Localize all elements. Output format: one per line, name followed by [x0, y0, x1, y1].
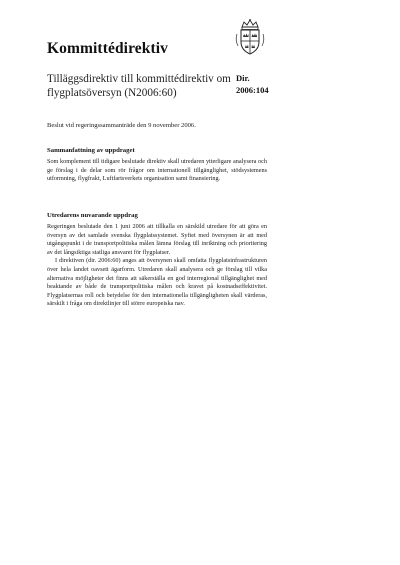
section-heading: Sammanfattning av uppdraget — [47, 147, 135, 154]
current-assignment-section — [47, 212, 267, 309]
dir-label: Dir. — [236, 73, 250, 83]
subtitle-line: flygplatsöversyn (N2006:60) — [47, 87, 177, 99]
directive-subtitle — [47, 72, 232, 100]
body-paragraph: Som komplement till tidigare beslutade direktiv skall utredaren ytterligare analysera och ge förslag i de delar som rör frågor om internationell tillgänglighet, stödsystemens utformning, flygfrakt, Luftfartsverkets organisation samt finansiering. — [47, 158, 267, 183]
dir-number: 2006:104 — [236, 85, 269, 95]
body-paragraph: Regeringen beslutade den 1 juni 2006 att tillkalla en särskild utredare för att göra en översyn av det samlade svenska flygplatssystemet. Syftet med översynen är att med utgångspunkt i de transportpolitiska målen lämna förslag till inriktning och prioritering av det långsiktiga statliga ansvaret för flygplatser. — [47, 223, 267, 256]
subtitle-line: Tilläggsdirektiv till kommittédirektiv om — [47, 73, 231, 85]
section-heading: Utredarens nuvarande uppdrag — [47, 212, 138, 219]
swedish-coat-of-arms-icon — [233, 18, 267, 56]
document-kind-title: Kommittédirektiv — [47, 40, 168, 57]
summary-section — [47, 147, 267, 184]
body-paragraph: I direktiven (dir. 2006:60) anges att översynen skall omfatta flygplatsinfrastrukturen över hela landet oavsett ägarform. Utredaren skall analysera och ge förslag till vilka alternativa möjligheter det finns att säkerställa en god interregional tillgänglighet med beaktande av både de transportpolitiska målen och kravet på kostnadseffektivitet. Flygplatsernas roll och betydelse för den internationella tillgängligheten skall värderas, särskilt i fråga om direktlinjer till större europeiska nav. — [47, 257, 267, 308]
decision-line: Beslut vid regeringssammanträde den 9 november 2006. — [47, 122, 196, 129]
